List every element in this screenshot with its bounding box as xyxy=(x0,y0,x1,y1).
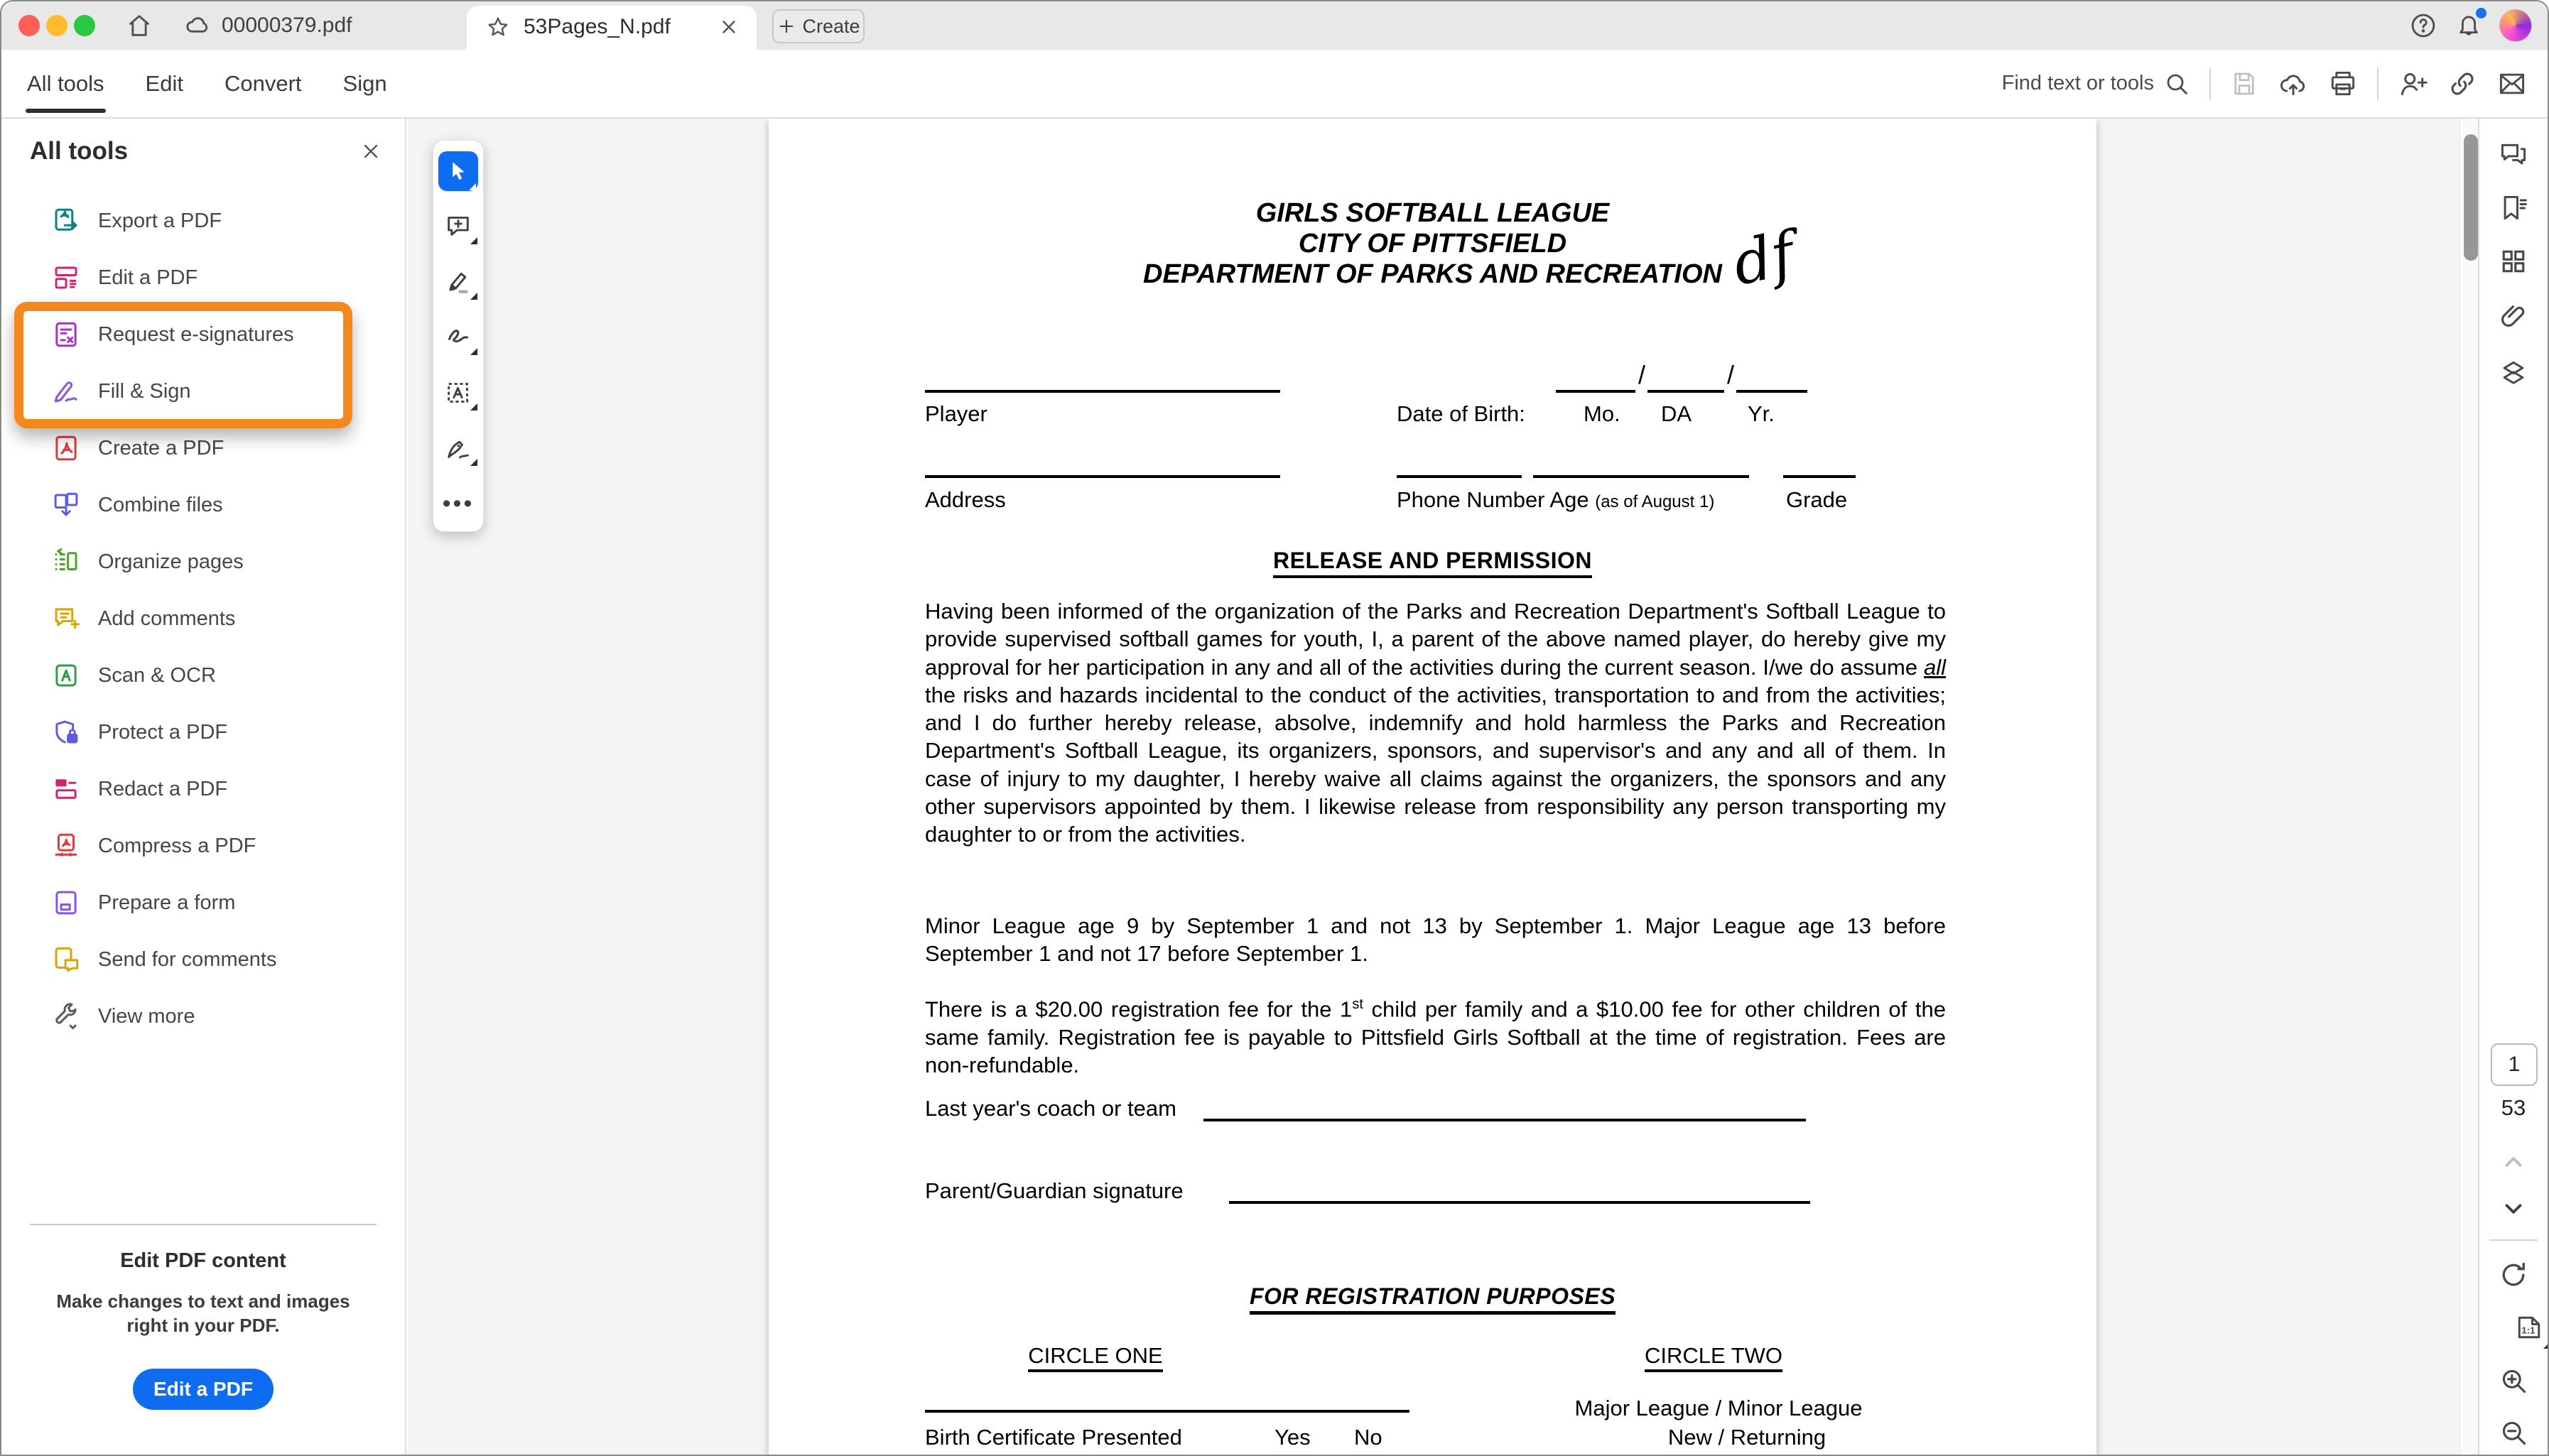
create-pdf-icon xyxy=(51,433,81,463)
quick-tools-toolbar xyxy=(433,140,484,532)
protect-pdf-icon xyxy=(51,717,81,747)
tab-doc1[interactable]: 00000379.pdf xyxy=(222,13,352,37)
sidebar-item-create-pdf[interactable]: Create a PDF xyxy=(1,420,405,477)
zoom-out-icon[interactable] xyxy=(2498,1417,2529,1452)
layers-icon[interactable] xyxy=(2498,358,2529,393)
ellipsis-icon: ••• xyxy=(442,490,475,517)
all-tools-panel xyxy=(1,119,406,1455)
submenu-indicator xyxy=(469,183,476,190)
scan-ocr-icon xyxy=(51,661,81,690)
day-label: DA xyxy=(1661,401,1692,426)
avatar[interactable] xyxy=(2499,9,2532,42)
sidebar-item-scan-ocr[interactable]: Scan & OCR xyxy=(1,647,405,704)
upload-cloud-icon[interactable] xyxy=(2278,68,2309,99)
page-number-input[interactable] xyxy=(2491,1043,2538,1086)
email-icon[interactable] xyxy=(2496,68,2528,99)
svg-text:1:1: 1:1 xyxy=(2521,1325,2536,1336)
search-icon xyxy=(2163,70,2191,98)
sidebar-item-export-pdf[interactable]: Export a PDF xyxy=(1,192,405,249)
sidebar-item-send-for-comments[interactable]: Send for comments xyxy=(1,931,405,988)
dob-label: Date of Birth: xyxy=(1397,401,1525,426)
guardian-signature-line xyxy=(1229,1178,1810,1204)
page-total: 53 xyxy=(2501,1095,2526,1120)
pdf-page xyxy=(769,119,2096,1455)
dob-day-line xyxy=(1647,369,1724,393)
next-page-icon[interactable] xyxy=(2500,1195,2527,1226)
cloud-icon xyxy=(183,11,212,43)
league-options: Major League / Minor League xyxy=(1574,1396,1863,1420)
yes-option: Yes xyxy=(1274,1425,1311,1450)
submenu-indicator xyxy=(470,459,477,466)
save-icon xyxy=(2229,69,2259,99)
more-tools-button[interactable] xyxy=(438,482,479,526)
notifications-bell-icon[interactable] xyxy=(2454,11,2484,40)
traffic-light-zoom[interactable] xyxy=(74,15,95,36)
view-more-wrench-icon xyxy=(51,1001,81,1031)
page-thumbnails-icon[interactable] xyxy=(2498,246,2529,281)
league-age-paragraph: Minor League age 9 by September 1 and not 13 by September 1. Major League age 13 before September 1 and not 17 before September 1. xyxy=(925,913,1946,967)
add-text-tool-button[interactable] xyxy=(438,371,479,415)
sidebar-item-prepare-form[interactable]: Prepare a form xyxy=(1,874,405,931)
slash: / xyxy=(1727,360,1735,389)
zoom-in-icon[interactable] xyxy=(2498,1365,2529,1400)
add-text-icon xyxy=(444,379,472,407)
document-title: GIRLS SOFTBALL LEAGUE CITY OF PITTSFIELD DEPARTMENT OF PARKS AND RECREATION xyxy=(1143,198,1722,289)
divider xyxy=(2377,67,2378,100)
panel-title: All tools xyxy=(30,137,129,165)
page-fit-icon[interactable] xyxy=(2513,1325,2545,1346)
tab-close-icon[interactable] xyxy=(718,16,740,41)
request-esignatures-icon xyxy=(51,320,81,349)
previous-page-icon xyxy=(2500,1148,2527,1179)
attachments-icon[interactable] xyxy=(2498,300,2529,335)
sidebar-item-add-comments[interactable]: Add comments xyxy=(1,590,405,647)
tab-doc2-label: 53Pages_N.pdf xyxy=(524,15,671,38)
print-icon[interactable] xyxy=(2327,68,2359,99)
highlighter-icon xyxy=(444,268,472,296)
sidebar-item-compress-pdf[interactable]: Compress a PDF xyxy=(1,817,405,874)
rotate-page-icon[interactable] xyxy=(2498,1259,2529,1294)
home-icon[interactable] xyxy=(125,11,153,43)
highlight-tool-button[interactable] xyxy=(438,260,479,304)
birth-cert-label: Birth Certificate Presented xyxy=(925,1425,1182,1450)
new-returning-options: New / Returning xyxy=(1667,1425,1826,1450)
emphasized-all: all xyxy=(1923,654,1946,680)
submenu-indicator xyxy=(2543,1342,2549,1349)
release-paragraph: Having been informed of the organization of the Parks and Recreation Department's Softball League to provide supervised softball games for youth, I, a parent of the above named player, do hereby give my approval for her participation in any and all of the activities during the current season. I/we do assume all the risks and hazards incidental to the conduct of the activities, transportation to and from the activities; and I do further hereby release, absolve, indemnify and hold harmless the Parks and Recreation Department's Softball League, its organizers, sponsors, and supervisor's and any and all of them. In case of injury to my daughter, I hereby waive all claims against the organizers, the sponsors and any other supervisors appointed by them. I likewise release from responsibility any person transporting my daughter to or from the activities. xyxy=(925,599,1946,847)
add-comments-icon xyxy=(51,604,81,634)
search-input[interactable] xyxy=(1972,71,2155,96)
age-note: (as of August 1) xyxy=(1595,492,1715,511)
add-comment-tool-button[interactable] xyxy=(438,205,479,249)
guardian-signature-label: Parent/Guardian signature xyxy=(925,1178,1184,1203)
draw-squiggle-icon xyxy=(444,323,472,352)
right-tools-rail xyxy=(2478,119,2548,1455)
submenu-indicator xyxy=(470,237,477,244)
bookmarks-panel-icon[interactable] xyxy=(2498,192,2529,227)
sidebar-item-view-more[interactable]: View more xyxy=(1,988,405,1045)
create-button[interactable]: Create xyxy=(772,9,865,43)
menu-edit[interactable]: Edit xyxy=(145,70,183,96)
grade-line xyxy=(1783,454,1856,478)
scrollbar-thumb[interactable] xyxy=(2464,134,2478,261)
age-line xyxy=(1533,454,1749,478)
year-label: Yr. xyxy=(1748,401,1775,426)
panel-close-icon[interactable] xyxy=(359,140,382,166)
compress-pdf-icon xyxy=(51,831,81,861)
edit-a-pdf-button[interactable]: Edit a PDF xyxy=(133,1369,274,1410)
phone-label: Phone Number Age (as of August 1) xyxy=(1397,487,1715,512)
address-label: Address xyxy=(925,487,1006,512)
release-section-heading: RELEASE AND PERMISSION xyxy=(769,548,2096,578)
address-line xyxy=(925,454,1280,478)
notification-dot xyxy=(2476,8,2486,18)
sidebar-item-organize-pages[interactable]: Organize pages xyxy=(1,533,405,590)
birth-cert-line xyxy=(925,1389,1409,1413)
dob-year-line xyxy=(1736,369,1807,393)
coach-line xyxy=(1203,1096,1806,1121)
send-comments-icon xyxy=(51,945,81,974)
select-tool-button[interactable] xyxy=(438,149,479,193)
slash: / xyxy=(1638,360,1646,389)
search-field[interactable] xyxy=(1972,70,2191,98)
document-viewer xyxy=(408,119,2481,1455)
month-label: Mo. xyxy=(1584,401,1620,426)
sidebar-item-fill-sign[interactable]: Fill & Sign xyxy=(1,363,405,420)
cursor-icon xyxy=(446,159,470,183)
sidebar-item-request-esignatures[interactable]: Request e-signatures xyxy=(1,306,405,363)
sign-pen-icon xyxy=(444,434,472,462)
menu-sign[interactable]: Sign xyxy=(342,70,387,96)
traffic-light-close[interactable] xyxy=(18,15,40,36)
divider xyxy=(2209,67,2211,100)
edit-panel-title: Edit PDF content xyxy=(120,1249,286,1272)
phone-line xyxy=(1397,454,1522,478)
submenu-indicator xyxy=(470,403,477,411)
export-pdf-icon xyxy=(51,206,81,236)
plus-icon xyxy=(776,16,796,36)
handwritten-initials: df xyxy=(1726,218,1801,299)
dob-month-line xyxy=(1556,369,1635,393)
sidebar-item-edit-pdf[interactable]: Edit a PDF xyxy=(1,249,405,306)
organize-pages-icon xyxy=(51,547,81,577)
grade-label: Grade xyxy=(1786,487,1848,512)
fee-paragraph: There is a $20.00 registration fee for the 1st child per family and a $10.00 fee for other children of the same family. Registration fee is payable to Pittsfield Girls Softball at the time of registration. Fees are non-refundable. xyxy=(925,996,1946,1077)
registration-heading: FOR REGISTRATION PURPOSES xyxy=(769,1283,2096,1315)
menu-all-tools[interactable]: All tools xyxy=(26,50,106,117)
title-bar xyxy=(1,1,2548,50)
coach-label: Last year's coach or team xyxy=(925,1096,1176,1121)
combine-files-icon xyxy=(51,490,81,520)
submenu-indicator xyxy=(470,293,477,300)
fill-sign-icon xyxy=(51,376,81,406)
star-icon[interactable] xyxy=(485,15,511,44)
divider xyxy=(30,1224,377,1225)
circle-two-heading: CIRCLE TWO xyxy=(1550,1343,1877,1372)
menu-convert[interactable]: Convert xyxy=(224,70,302,96)
circle-one-heading: CIRCLE ONE xyxy=(925,1343,1266,1372)
no-option: No xyxy=(1354,1425,1382,1450)
link-icon[interactable] xyxy=(2447,68,2478,99)
sidebar-item-combine-files[interactable]: Combine files xyxy=(1,477,405,533)
help-icon[interactable] xyxy=(2408,11,2438,40)
divider xyxy=(2489,1239,2538,1241)
sign-tool-button[interactable] xyxy=(438,426,479,470)
edit-panel-description: Make changes to text and images right in your PDF. xyxy=(56,1291,350,1336)
tab-doc2-active[interactable] xyxy=(467,6,757,50)
edit-pdf-icon xyxy=(51,263,81,293)
draw-tool-button[interactable] xyxy=(438,315,479,359)
prepare-form-icon xyxy=(51,888,81,918)
sidebar-item-redact-pdf[interactable]: Redact a PDF xyxy=(1,761,405,817)
comment-add-icon xyxy=(444,212,472,241)
player-label: Player xyxy=(925,401,987,426)
traffic-light-minimize[interactable] xyxy=(46,15,67,36)
comments-panel-icon[interactable] xyxy=(2498,140,2529,175)
player-line xyxy=(925,369,1280,393)
menu-bar xyxy=(1,50,2548,119)
add-user-icon[interactable] xyxy=(2397,68,2428,99)
sidebar-item-protect-pdf[interactable]: Protect a PDF xyxy=(1,704,405,761)
submenu-indicator xyxy=(470,348,477,355)
redact-pdf-icon xyxy=(51,774,81,804)
